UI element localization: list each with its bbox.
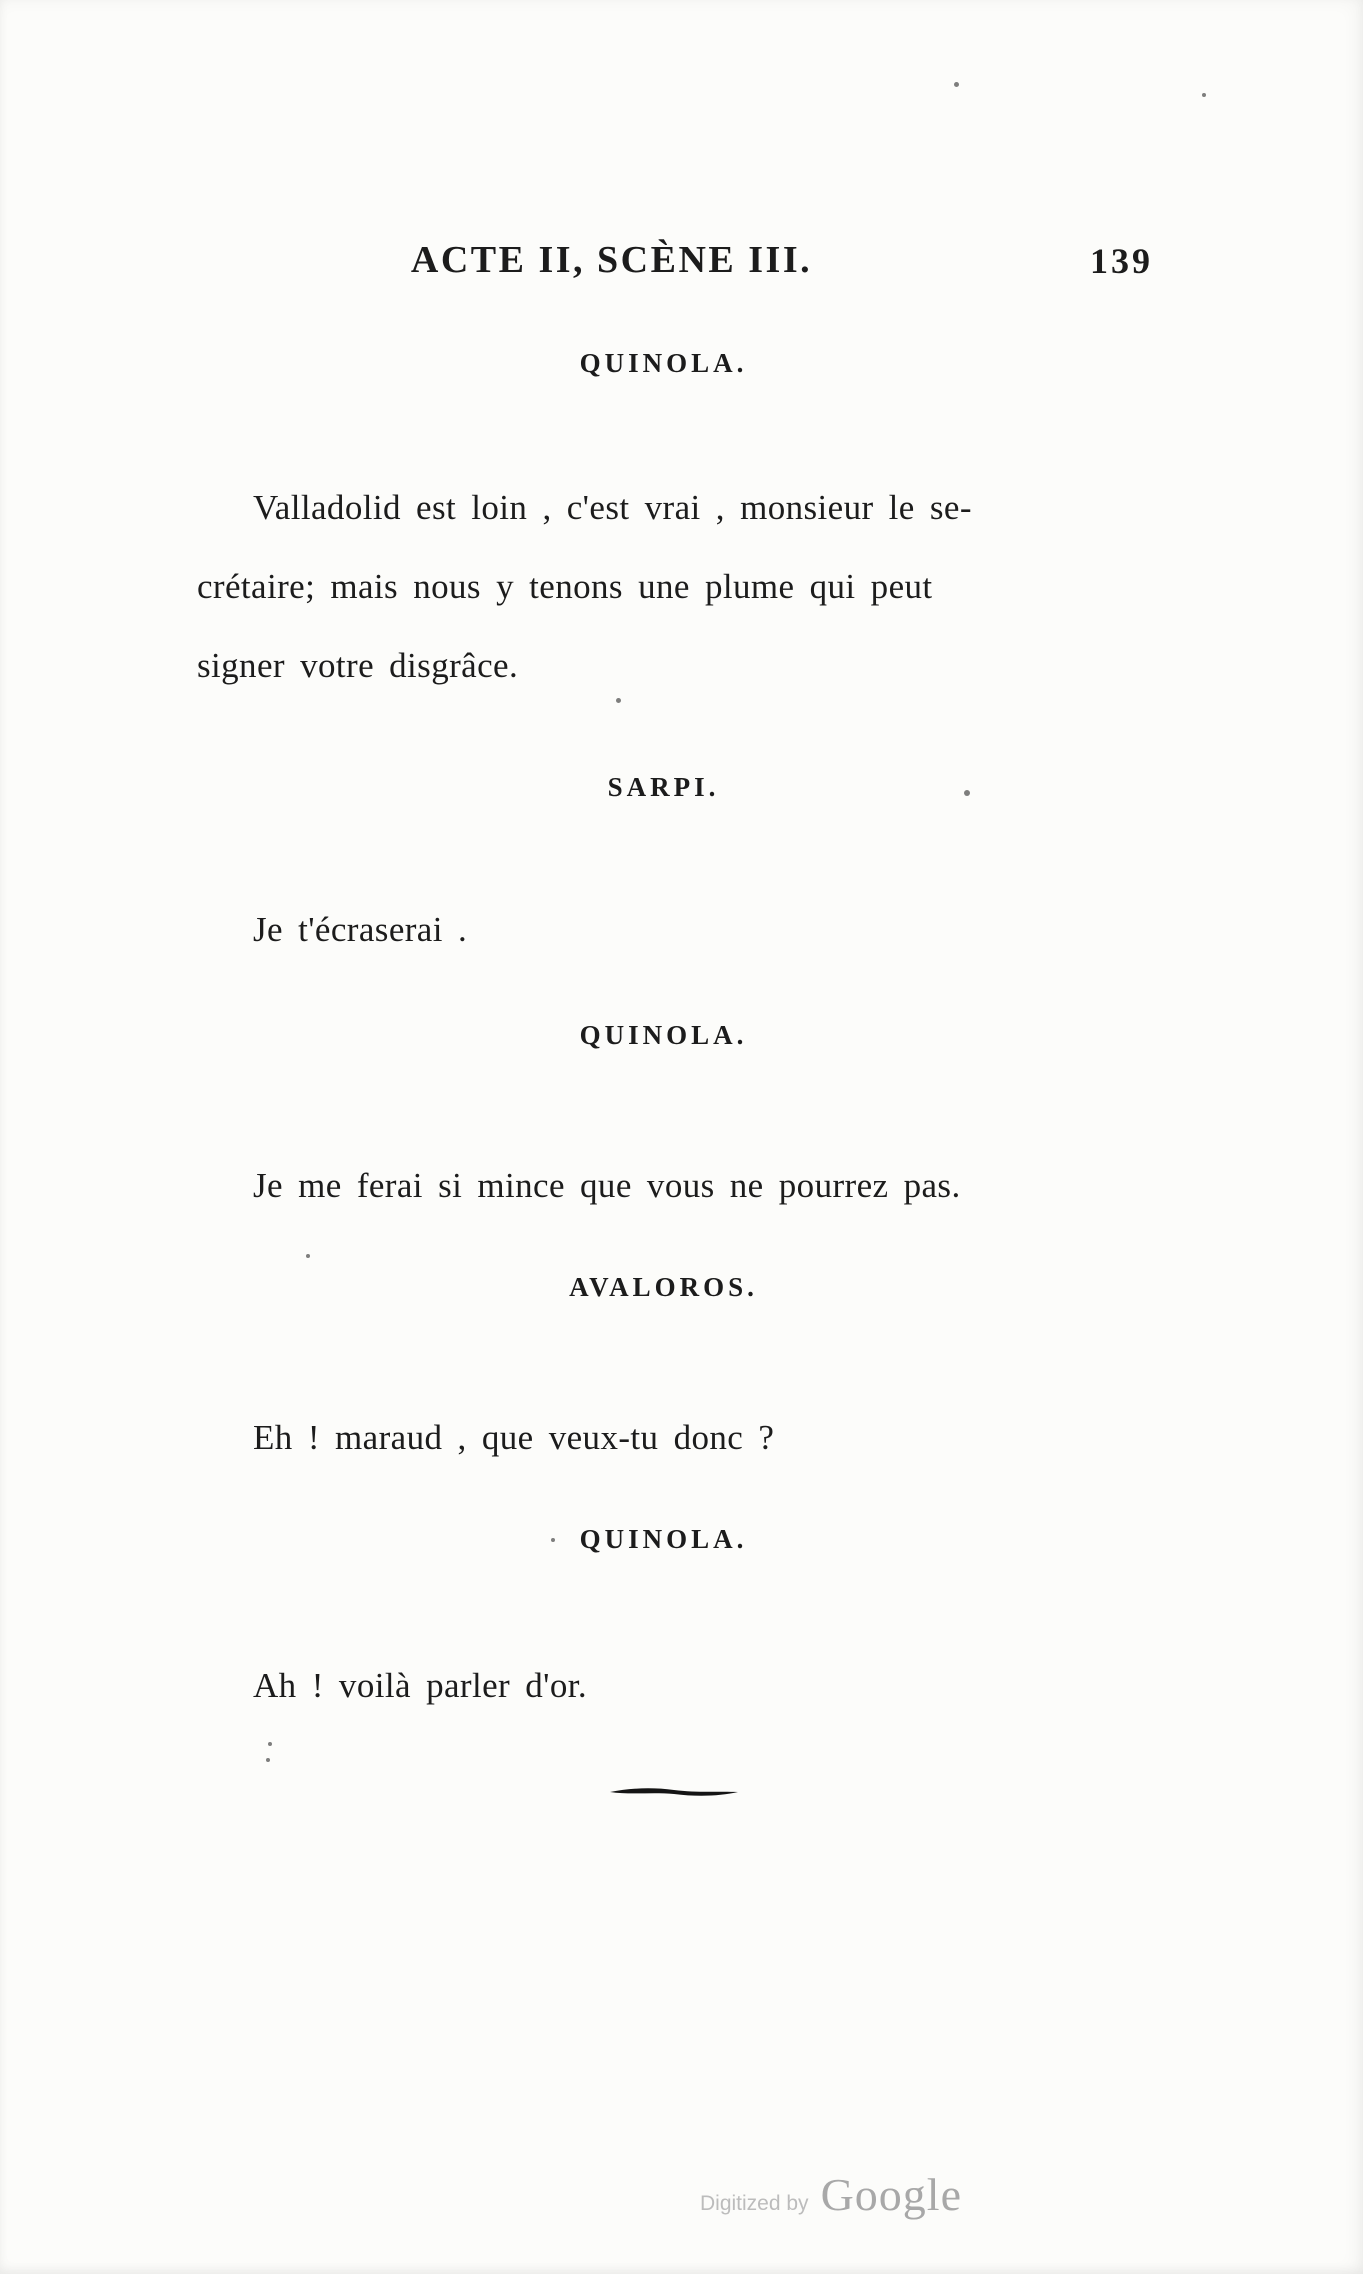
ink-speck (954, 82, 959, 87)
ink-speck (551, 1538, 555, 1542)
dialogue-line: signer votre disgrâce. (197, 646, 519, 685)
section-divider-rule (608, 1786, 740, 1798)
digitized-by-label: Digitized by (700, 2192, 809, 2215)
speaker-label-sarpi: SARPI. (607, 772, 720, 802)
dialogue-line: Je t'écraserai . (253, 910, 468, 949)
ink-speck (306, 1254, 310, 1258)
ink-speck (266, 1758, 270, 1762)
page-header (0, 238, 1363, 288)
dialogue-line: crétaire; mais nous y tenons une plume qui peut (197, 567, 933, 606)
speaker-label-avaloros: AVALOROS. (569, 1272, 758, 1302)
ink-speck (964, 790, 970, 796)
ink-speck (1202, 93, 1206, 97)
dialogue-paragraph (197, 1646, 1172, 1725)
dialogue-line: Eh ! maraud , que veux-tu donc ? (253, 1418, 775, 1457)
dialogue-line: Ah ! voilà parler d'or. (253, 1666, 587, 1705)
ink-speck (616, 698, 621, 703)
speaker-label-quinola-3: QUINOLA. (579, 1524, 748, 1554)
speaker-label-quinola-1: QUINOLA. (579, 348, 748, 378)
dialogue-paragraph (197, 1146, 1172, 1225)
google-logo: Google (820, 2169, 962, 2220)
dialogue-paragraph (197, 468, 1172, 705)
digitization-footer (700, 2168, 962, 2221)
page-number: 139 (1090, 241, 1153, 281)
dialogue-paragraph (197, 890, 1172, 969)
dialogue-line: Valladolid est loin , c'est vrai , monsieur le se- (253, 488, 972, 527)
speaker-label-quinola-2: QUINOLA. (579, 1020, 748, 1050)
dialogue-line: Je me ferai si mince que vous ne pourrez pas. (253, 1166, 961, 1205)
running-header-title: ACTE II, SCÈNE III. (410, 239, 813, 281)
ink-speck (268, 1742, 272, 1746)
dialogue-paragraph (197, 1398, 1172, 1477)
